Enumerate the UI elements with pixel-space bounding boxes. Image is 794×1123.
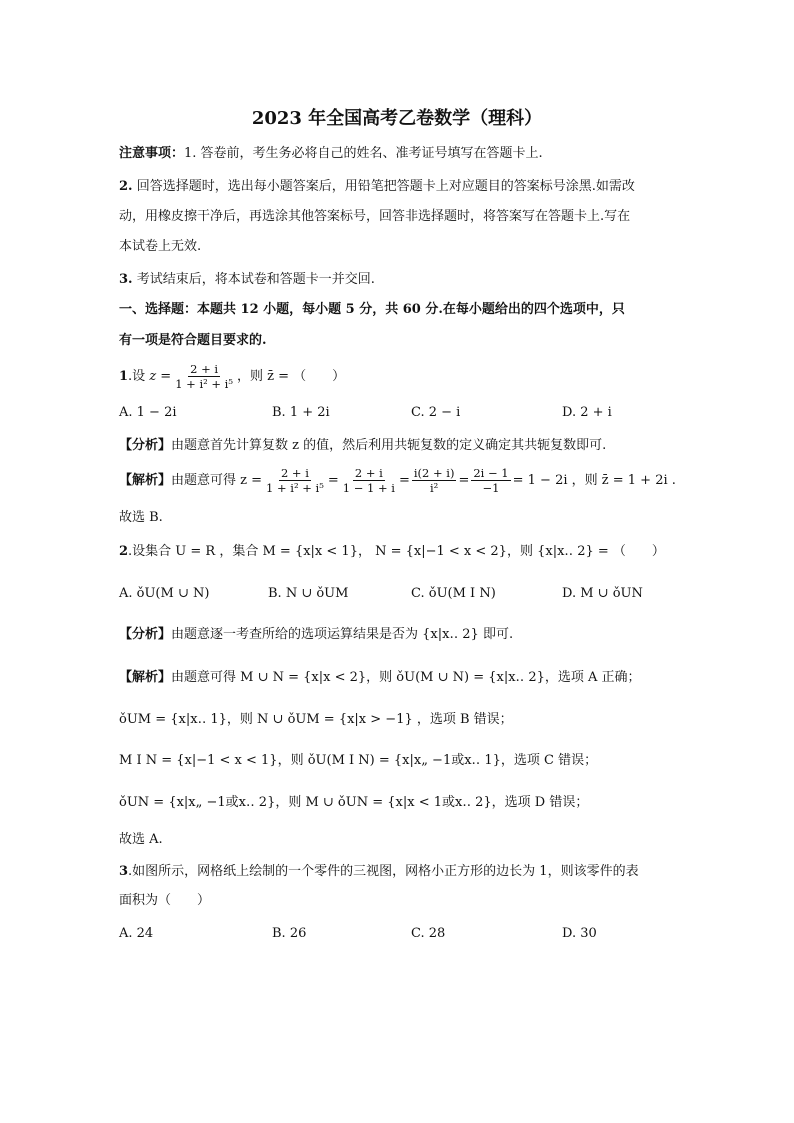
solution-fraction-3 <box>412 466 457 495</box>
solution-text: 由题意可得 M ∪ N = {x|x < 2}，则 ǒU(M ∪ N) = {x|x‥ 2}，选项 A 正确； <box>171 670 641 685</box>
notice-item-2: 回答选择题时，选出每小题答案后，用铅笔把答题卡上对应题目的答案标号涂黑.如需改 <box>132 179 635 194</box>
fraction-denominator: 1 + i² + i⁵ <box>266 481 324 495</box>
question-3-stem-line-1 <box>119 864 639 880</box>
question-3-option-a: A. 24 <box>119 926 154 941</box>
question-1-option-a: A. 1 − 2i <box>119 405 177 420</box>
solution-label: 【解析】 <box>119 473 172 488</box>
fraction-denominator: i² <box>430 481 439 495</box>
fraction-numerator: 2 + i <box>280 466 309 480</box>
question-2-option-a: A. ǒU(M ∪ N) <box>119 586 210 601</box>
analysis-text: 由题意逐一考查所给的选项运算结果是否为 {x|x‥ 2} 即可. <box>171 627 514 642</box>
question-1-analysis <box>119 438 606 454</box>
exam-title: 2023 年全国高考乙卷数学（理科） <box>251 108 543 129</box>
question-2-solution-line-3: M Ⅰ N = {x|−1 < x < 1}，则 ǒU(M Ⅰ N) = {x|x„ −1或x‥ 1}，选项 C 错误； <box>119 753 598 768</box>
analysis-text: 由题意首先计算复数 z 的值，然后利用共轭复数的定义确定其共轭复数即可. <box>171 438 607 453</box>
question-2-stem <box>119 544 665 560</box>
question-2-solution-line-2: ǒUM = {x|x‥ 1}，则 N ∪ ǒUM = {x|x > −1} ，选项 B 错误； <box>119 712 513 727</box>
notice-item-1: 1. 答卷前，考生务必将自己的姓名、准考证号填写在答题卡上. <box>184 146 543 161</box>
fraction-denominator: 1 − 1 + i <box>342 481 395 495</box>
question-1-z: z = <box>149 369 172 384</box>
solution-fraction-2 <box>341 466 397 495</box>
analysis-label: 【分析】 <box>119 627 172 642</box>
fraction-numerator: 2 + i <box>190 362 219 376</box>
question-3-option-b: B. 26 <box>272 926 307 941</box>
solution-label: 【解析】 <box>119 670 172 685</box>
question-2-solution-line-1 <box>119 670 641 686</box>
question-1-prefix: .设 <box>128 369 150 384</box>
question-1-option-c: C. 2 − i <box>411 405 461 420</box>
question-2-option-b: B. N ∪ ǒUM <box>268 586 349 601</box>
notice-line-5 <box>119 272 375 288</box>
notice-line-3: 动，用橡皮擦干净后，再选涂其他答案标号，回答非选择题时，将答案写在答题卡上.写在 <box>119 209 631 224</box>
solution-suffix: = 1 − 2i ，则 z̄ = 1 + 2i . <box>512 473 676 488</box>
question-2-solution-line-4: ǒUN = {x|x„ −1或x‥ 2}，则 M ∪ ǒUN = {x|x < 1或x‥ 2}，选项 D 错误； <box>119 795 589 810</box>
notice-item-3-number: 3. <box>119 272 133 287</box>
question-2-number: 2 <box>119 544 129 559</box>
question-2-answer: 故选 A. <box>119 832 163 847</box>
question-2-option-d: D. M ∪ ǒUN <box>562 586 643 601</box>
notice-line-4: 本试卷上无效. <box>119 239 202 254</box>
fraction-numerator: i(2 + i) <box>413 466 455 480</box>
question-3-stem-line-2: 面积为（ ） <box>119 893 211 908</box>
question-2-option-c: C. ǒU(M Ⅰ N) <box>411 586 496 601</box>
question-1-option-d: D. 2 + i <box>562 405 612 420</box>
section-heading-line-2: 有一项是符合题目要求的. <box>119 333 267 348</box>
fraction-numerator: 2i − 1 <box>473 466 509 480</box>
question-3-option-c: C. 28 <box>411 926 446 941</box>
question-3-number: 3 <box>119 864 129 879</box>
question-1-answer: 故选 B. <box>119 510 163 525</box>
question-1-number: 1 <box>119 369 129 384</box>
solution-prefix: 由题意可得 z = <box>171 473 263 488</box>
fraction-denominator: 1 + i² + i⁵ <box>175 377 233 391</box>
notice-line-1 <box>119 146 543 162</box>
question-3-option-d: D. 30 <box>562 926 597 941</box>
section-heading-line-1: 一、选择题：本题共 12 小题，每小题 5 分，共 60 分.在每小题给出的四个选项中，只 <box>119 302 625 317</box>
fraction-denominator: −1 <box>482 481 500 495</box>
analysis-label: 【分析】 <box>119 438 172 453</box>
fraction-numerator: 2 + i <box>354 466 383 480</box>
notice-line-2 <box>119 179 635 195</box>
solution-fraction-1 <box>264 466 326 495</box>
notice-item-2-number: 2. <box>119 179 133 194</box>
question-1-fraction <box>173 362 235 391</box>
question-2-analysis <box>119 627 513 643</box>
notice-item-3: 考试结束后，将本试卷和答题卡一并交回. <box>132 272 375 287</box>
solution-fraction-4 <box>471 466 510 495</box>
question-2-text: .设集合 U = R ，集合 M = {x|x < 1}， N = {x|−1 < x < 2}，则 {x|x‥ 2} = （ ） <box>128 544 665 559</box>
question-1-option-b: B. 1 + 2i <box>272 405 330 420</box>
question-1-solution: 【解析】由题意可得 z = $\frac{2 + i}{\text{1 + i² + i⁵}}$ = $\frac{2 + i}{1 - 1 + i}$ = $\frac{i(2 + i)}{\text{i²}}$ = $\frac{2i - 1}{-1}$ = 1 − 2i ，则 z̄ = 1 + 2i . <box>119 466 676 495</box>
notice-label: 注意事项： <box>119 146 185 161</box>
question-3-text: .如图所示，网格纸上绘制的一个零件的三视图，网格小正方形的边长为 1，则该零件的表 <box>128 864 639 879</box>
question-1-suffix: ，则 z̄ = （ ） <box>236 369 346 384</box>
question-1-stem <box>119 362 345 391</box>
